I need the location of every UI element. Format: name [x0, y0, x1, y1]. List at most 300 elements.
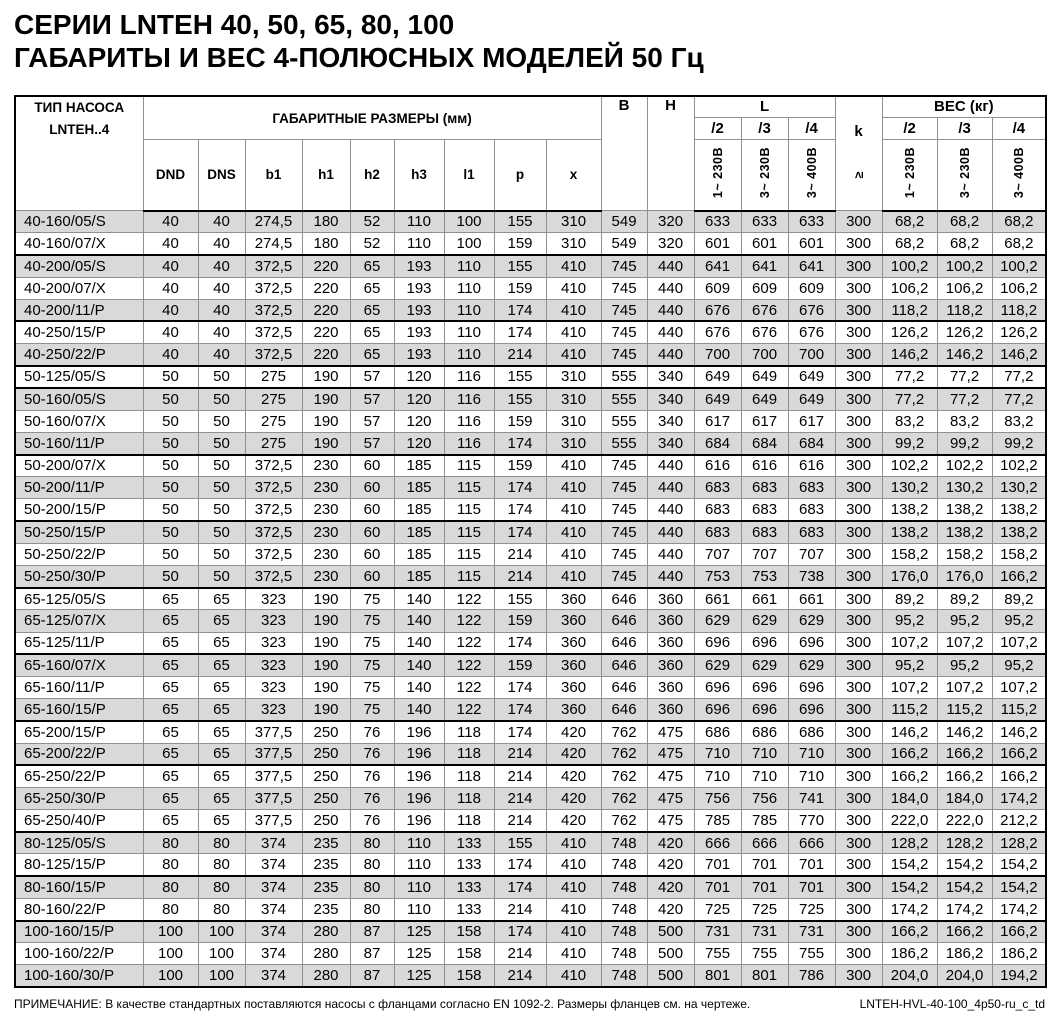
value-cell-l1: 118: [444, 765, 494, 787]
value-cell-L_3: 676: [741, 299, 788, 321]
value-cell-l1: 115: [444, 499, 494, 521]
value-cell-BEC_3: 166,2: [937, 765, 992, 787]
value-cell-x: 310: [546, 366, 601, 388]
value-cell-H: 420: [647, 832, 694, 854]
value-cell-b1: 374: [245, 921, 302, 943]
value-cell-H: 340: [647, 410, 694, 432]
value-cell-b1: 374: [245, 854, 302, 876]
value-cell-H: 420: [647, 854, 694, 876]
value-cell-DNS: 40: [198, 233, 245, 255]
value-cell-DND: 65: [143, 810, 198, 832]
value-cell-L_3: 683: [741, 477, 788, 499]
value-cell-h3: 140: [394, 588, 444, 610]
value-cell-DND: 50: [143, 455, 198, 477]
value-cell-h2: 65: [350, 255, 394, 277]
value-cell-h2: 60: [350, 477, 394, 499]
value-cell-x: 410: [546, 898, 601, 920]
document-code: LNTEH-HVL-40-100_4p50-ru_c_td: [859, 997, 1045, 1012]
value-cell-H: 320: [647, 211, 694, 233]
value-cell-h3: 140: [394, 654, 444, 676]
value-cell-B: 745: [601, 543, 647, 565]
model-cell: 50-200/15/P: [15, 499, 143, 521]
value-cell-k: 300: [835, 898, 882, 920]
value-cell-h3: 120: [394, 366, 444, 388]
value-cell-h3: 110: [394, 211, 444, 233]
value-cell-BEC_2: 174,2: [882, 898, 937, 920]
value-cell-BEC_4: 126,2: [992, 321, 1046, 343]
value-cell-L_4: 707: [788, 543, 835, 565]
model-cell: 80-160/22/P: [15, 898, 143, 920]
value-cell-h3: 125: [394, 943, 444, 965]
value-cell-h3: 110: [394, 876, 444, 898]
value-cell-h2: 57: [350, 410, 394, 432]
value-cell-h2: 57: [350, 388, 394, 410]
value-cell-h2: 52: [350, 233, 394, 255]
value-cell-k: 300: [835, 344, 882, 366]
value-cell-L_2: 707: [694, 543, 741, 565]
L-subcol-4: /4: [788, 117, 835, 139]
value-cell-DNS: 50: [198, 388, 245, 410]
value-cell-b1: 377,5: [245, 721, 302, 743]
value-cell-DND: 80: [143, 854, 198, 876]
value-cell-DND: 40: [143, 299, 198, 321]
col-header-h1: h1: [302, 140, 350, 211]
model-cell: 100-160/15/P: [15, 921, 143, 943]
value-cell-L_4: 676: [788, 299, 835, 321]
value-cell-BEC_3: 176,0: [937, 566, 992, 588]
value-cell-x: 410: [546, 566, 601, 588]
value-cell-h2: 80: [350, 876, 394, 898]
value-cell-DND: 65: [143, 699, 198, 721]
value-cell-B: 762: [601, 787, 647, 809]
value-cell-h1: 190: [302, 610, 350, 632]
value-cell-B: 555: [601, 432, 647, 454]
value-cell-BEC_3: 95,2: [937, 654, 992, 676]
value-cell-L_4: 701: [788, 854, 835, 876]
value-cell-BEC_4: 146,2: [992, 721, 1046, 743]
value-cell-h1: 190: [302, 676, 350, 698]
value-cell-h2: 80: [350, 854, 394, 876]
value-cell-DND: 40: [143, 211, 198, 233]
value-cell-DNS: 65: [198, 810, 245, 832]
col-header-B: B: [601, 96, 647, 211]
model-cell: 100-160/30/P: [15, 965, 143, 987]
table-row: [15, 787, 1046, 809]
weight-voltage-1-230: 1~ 230В: [882, 140, 937, 211]
value-cell-DNS: 100: [198, 965, 245, 987]
value-cell-L_3: 609: [741, 277, 788, 299]
value-cell-H: 360: [647, 699, 694, 721]
value-cell-k: 300: [835, 566, 882, 588]
value-cell-BEC_3: 68,2: [937, 233, 992, 255]
value-cell-L_3: 641: [741, 255, 788, 277]
value-cell-B: 745: [601, 255, 647, 277]
col-header-DND: DND: [143, 140, 198, 211]
value-cell-p: 174: [494, 521, 546, 543]
value-cell-BEC_4: 158,2: [992, 543, 1046, 565]
value-cell-l1: 122: [444, 676, 494, 698]
value-cell-H: 340: [647, 366, 694, 388]
value-cell-L_3: 701: [741, 854, 788, 876]
value-cell-BEC_4: 186,2: [992, 943, 1046, 965]
value-cell-h2: 60: [350, 455, 394, 477]
value-cell-l1: 116: [444, 410, 494, 432]
table-row: [15, 654, 1046, 676]
value-cell-DNS: 50: [198, 410, 245, 432]
value-cell-BEC_2: 115,2: [882, 699, 937, 721]
value-cell-H: 440: [647, 566, 694, 588]
value-cell-b1: 274,5: [245, 211, 302, 233]
value-cell-p: 214: [494, 943, 546, 965]
value-cell-x: 360: [546, 699, 601, 721]
value-cell-BEC_4: 174,2: [992, 787, 1046, 809]
value-cell-h1: 190: [302, 432, 350, 454]
value-cell-L_3: 629: [741, 654, 788, 676]
value-cell-L_3: 666: [741, 832, 788, 854]
value-cell-H: 360: [647, 588, 694, 610]
value-cell-b1: 372,5: [245, 321, 302, 343]
value-cell-x: 420: [546, 765, 601, 787]
value-cell-k: 300: [835, 388, 882, 410]
value-cell-DND: 40: [143, 277, 198, 299]
value-cell-k: 300: [835, 455, 882, 477]
value-cell-L_2: 666: [694, 832, 741, 854]
value-cell-h3: 125: [394, 921, 444, 943]
value-cell-L_2: 801: [694, 965, 741, 987]
value-cell-BEC_3: 174,2: [937, 898, 992, 920]
value-cell-DND: 40: [143, 255, 198, 277]
value-cell-b1: 377,5: [245, 810, 302, 832]
value-cell-H: 360: [647, 610, 694, 632]
value-cell-h3: 193: [394, 277, 444, 299]
value-cell-L_4: 696: [788, 632, 835, 654]
value-cell-p: 214: [494, 965, 546, 987]
value-cell-h2: 76: [350, 810, 394, 832]
model-cell: 80-160/15/P: [15, 876, 143, 898]
value-cell-BEC_4: 212,2: [992, 810, 1046, 832]
value-cell-x: 310: [546, 233, 601, 255]
value-cell-p: 159: [494, 654, 546, 676]
value-cell-b1: 372,5: [245, 344, 302, 366]
value-cell-L_4: 700: [788, 344, 835, 366]
value-cell-h2: 87: [350, 921, 394, 943]
value-cell-h1: 230: [302, 543, 350, 565]
value-cell-BEC_4: 138,2: [992, 499, 1046, 521]
value-cell-B: 748: [601, 921, 647, 943]
value-cell-k: 300: [835, 676, 882, 698]
value-cell-p: 159: [494, 233, 546, 255]
value-cell-DNS: 40: [198, 255, 245, 277]
value-cell-b1: 275: [245, 366, 302, 388]
value-cell-B: 745: [601, 321, 647, 343]
col-header-l1: l1: [444, 140, 494, 211]
value-cell-x: 410: [546, 255, 601, 277]
value-cell-L_2: 683: [694, 521, 741, 543]
value-cell-BEC_2: 118,2: [882, 299, 937, 321]
value-cell-H: 500: [647, 921, 694, 943]
value-cell-L_3: 710: [741, 765, 788, 787]
value-cell-l1: 110: [444, 299, 494, 321]
model-cell: 65-125/07/X: [15, 610, 143, 632]
value-cell-DNS: 40: [198, 344, 245, 366]
value-cell-BEC_4: 83,2: [992, 410, 1046, 432]
value-cell-l1: 133: [444, 854, 494, 876]
value-cell-B: 745: [601, 521, 647, 543]
value-cell-k: 300: [835, 965, 882, 987]
weight-subcol-2: /2: [882, 117, 937, 139]
value-cell-DND: 80: [143, 876, 198, 898]
value-cell-L_4: 601: [788, 233, 835, 255]
value-cell-H: 475: [647, 765, 694, 787]
value-cell-BEC_2: 166,2: [882, 765, 937, 787]
value-cell-L_3: 686: [741, 721, 788, 743]
value-cell-L_4: 661: [788, 588, 835, 610]
value-cell-L_3: 696: [741, 699, 788, 721]
value-cell-k: 300: [835, 743, 882, 765]
value-cell-x: 410: [546, 832, 601, 854]
footnote: ПРИМЕЧАНИЕ: В качестве стандартных поставляются насосы с фланцами согласно EN 1092-2. Размеры фланцев см. на чертеже.: [14, 997, 751, 1012]
value-cell-BEC_4: 166,2: [992, 743, 1046, 765]
value-cell-h1: 230: [302, 521, 350, 543]
value-cell-b1: 372,5: [245, 499, 302, 521]
value-cell-H: 440: [647, 277, 694, 299]
value-cell-B: 762: [601, 743, 647, 765]
model-cell: 40-200/07/X: [15, 277, 143, 299]
value-cell-h3: 196: [394, 787, 444, 809]
value-cell-DNS: 50: [198, 455, 245, 477]
value-cell-L_2: 676: [694, 321, 741, 343]
value-cell-L_4: 710: [788, 743, 835, 765]
value-cell-BEC_3: 154,2: [937, 854, 992, 876]
value-cell-b1: 323: [245, 676, 302, 698]
value-cell-BEC_4: 154,2: [992, 854, 1046, 876]
value-cell-p: 155: [494, 366, 546, 388]
value-cell-h1: 235: [302, 832, 350, 854]
table-row: [15, 233, 1046, 255]
value-cell-l1: 122: [444, 699, 494, 721]
value-cell-BEC_4: 95,2: [992, 654, 1046, 676]
value-cell-BEC_3: 128,2: [937, 832, 992, 854]
value-cell-k: 300: [835, 521, 882, 543]
value-cell-h1: 250: [302, 743, 350, 765]
table-row: [15, 832, 1046, 854]
value-cell-L_2: 686: [694, 721, 741, 743]
value-cell-L_3: 725: [741, 898, 788, 920]
value-cell-k: 300: [835, 321, 882, 343]
value-cell-h2: 76: [350, 787, 394, 809]
value-cell-BEC_2: 100,2: [882, 255, 937, 277]
value-cell-p: 214: [494, 543, 546, 565]
value-cell-h1: 220: [302, 321, 350, 343]
value-cell-BEC_3: 138,2: [937, 499, 992, 521]
value-cell-L_3: 683: [741, 499, 788, 521]
model-cell: 65-250/40/P: [15, 810, 143, 832]
value-cell-k: 300: [835, 765, 882, 787]
value-cell-B: 745: [601, 499, 647, 521]
value-cell-BEC_2: 166,2: [882, 743, 937, 765]
weight-voltage-3-230: 3~ 230В: [937, 140, 992, 211]
value-cell-B: 555: [601, 388, 647, 410]
value-cell-x: 420: [546, 787, 601, 809]
value-cell-DNS: 50: [198, 566, 245, 588]
value-cell-BEC_4: 95,2: [992, 610, 1046, 632]
value-cell-h2: 60: [350, 566, 394, 588]
value-cell-k: 300: [835, 477, 882, 499]
k-gte-symbol: ≥: [851, 170, 866, 179]
value-cell-BEC_4: 77,2: [992, 366, 1046, 388]
value-cell-h2: 76: [350, 765, 394, 787]
value-cell-L_4: 696: [788, 676, 835, 698]
L-subcol-2: /2: [694, 117, 741, 139]
value-cell-H: 420: [647, 876, 694, 898]
value-cell-b1: 372,5: [245, 521, 302, 543]
value-cell-x: 360: [546, 654, 601, 676]
table-row: [15, 632, 1046, 654]
L-subcol-3: /3: [741, 117, 788, 139]
value-cell-b1: 374: [245, 832, 302, 854]
value-cell-H: 475: [647, 743, 694, 765]
value-cell-BEC_4: 174,2: [992, 898, 1046, 920]
value-cell-H: 360: [647, 654, 694, 676]
value-cell-p: 174: [494, 299, 546, 321]
value-cell-h3: 196: [394, 810, 444, 832]
L-voltage-1-230: 1~ 230В: [694, 140, 741, 211]
value-cell-b1: 377,5: [245, 743, 302, 765]
table-row: [15, 765, 1046, 787]
value-cell-h1: 180: [302, 211, 350, 233]
table-row: [15, 743, 1046, 765]
value-cell-h3: 120: [394, 410, 444, 432]
page-title-line1: СЕРИИ LNTEH 40, 50, 65, 80, 100: [14, 9, 455, 40]
value-cell-l1: 110: [444, 344, 494, 366]
value-cell-B: 748: [601, 876, 647, 898]
value-cell-p: 174: [494, 499, 546, 521]
value-cell-b1: 323: [245, 654, 302, 676]
value-cell-L_2: 731: [694, 921, 741, 943]
value-cell-b1: 377,5: [245, 787, 302, 809]
value-cell-k: 300: [835, 211, 882, 233]
value-cell-DND: 50: [143, 543, 198, 565]
col-header-b1: b1: [245, 140, 302, 211]
value-cell-B: 748: [601, 943, 647, 965]
value-cell-DNS: 65: [198, 676, 245, 698]
value-cell-L_4: 683: [788, 521, 835, 543]
value-cell-L_3: 801: [741, 965, 788, 987]
value-cell-L_2: 601: [694, 233, 741, 255]
table-row: [15, 854, 1046, 876]
value-cell-BEC_4: 89,2: [992, 588, 1046, 610]
value-cell-k: 300: [835, 255, 882, 277]
col-header-h2: h2: [350, 140, 394, 211]
value-cell-p: 174: [494, 921, 546, 943]
value-cell-b1: 372,5: [245, 299, 302, 321]
value-cell-B: 762: [601, 810, 647, 832]
model-cell: 65-160/15/P: [15, 699, 143, 721]
model-cell: 50-250/22/P: [15, 543, 143, 565]
value-cell-b1: 374: [245, 965, 302, 987]
value-cell-BEC_2: 89,2: [882, 588, 937, 610]
value-cell-BEC_2: 146,2: [882, 344, 937, 366]
value-cell-BEC_2: 154,2: [882, 876, 937, 898]
value-cell-k: 300: [835, 876, 882, 898]
value-cell-DNS: 40: [198, 211, 245, 233]
value-cell-k: 300: [835, 832, 882, 854]
value-cell-BEC_2: 68,2: [882, 211, 937, 233]
value-cell-p: 159: [494, 610, 546, 632]
value-cell-L_2: 755: [694, 943, 741, 965]
L-voltage-3-230: 3~ 230В: [741, 140, 788, 211]
value-cell-DND: 50: [143, 388, 198, 410]
value-cell-L_3: 661: [741, 588, 788, 610]
value-cell-L_4: 770: [788, 810, 835, 832]
model-cell: 100-160/22/P: [15, 943, 143, 965]
value-cell-b1: 323: [245, 610, 302, 632]
value-cell-l1: 118: [444, 787, 494, 809]
value-cell-x: 360: [546, 632, 601, 654]
table-row: [15, 543, 1046, 565]
value-cell-L_3: 683: [741, 521, 788, 543]
value-cell-DND: 50: [143, 366, 198, 388]
value-cell-BEC_3: 89,2: [937, 588, 992, 610]
value-cell-BEC_2: 222,0: [882, 810, 937, 832]
value-cell-L_2: 633: [694, 211, 741, 233]
value-cell-BEC_4: 146,2: [992, 344, 1046, 366]
value-cell-l1: 115: [444, 543, 494, 565]
table-row: [15, 299, 1046, 321]
value-cell-h3: 196: [394, 765, 444, 787]
value-cell-l1: 158: [444, 965, 494, 987]
value-cell-L_4: 649: [788, 366, 835, 388]
col-header-x: x: [546, 140, 601, 211]
value-cell-h1: 190: [302, 388, 350, 410]
value-cell-BEC_4: 77,2: [992, 388, 1046, 410]
value-cell-B: 745: [601, 477, 647, 499]
value-cell-p: 214: [494, 344, 546, 366]
value-cell-H: 360: [647, 676, 694, 698]
value-cell-k: 300: [835, 632, 882, 654]
value-cell-L_4: 641: [788, 255, 835, 277]
value-cell-L_2: 629: [694, 654, 741, 676]
value-cell-k: 300: [835, 588, 882, 610]
value-cell-h2: 76: [350, 721, 394, 743]
value-cell-b1: 372,5: [245, 277, 302, 299]
value-cell-l1: 118: [444, 810, 494, 832]
value-cell-BEC_2: 146,2: [882, 721, 937, 743]
value-cell-k: 300: [835, 410, 882, 432]
weight-group-header: ВЕС (кг): [882, 96, 1046, 117]
value-cell-k: 300: [835, 610, 882, 632]
value-cell-x: 410: [546, 455, 601, 477]
value-cell-k: 300: [835, 277, 882, 299]
weight-subcol-4: /4: [992, 117, 1046, 139]
value-cell-h2: 87: [350, 965, 394, 987]
value-cell-h1: 190: [302, 632, 350, 654]
value-cell-h1: 250: [302, 721, 350, 743]
value-cell-p: 214: [494, 810, 546, 832]
value-cell-h3: 185: [394, 543, 444, 565]
value-cell-B: 555: [601, 366, 647, 388]
value-cell-L_4: 683: [788, 499, 835, 521]
value-cell-x: 410: [546, 965, 601, 987]
value-cell-L_2: 785: [694, 810, 741, 832]
value-cell-L_3: 676: [741, 321, 788, 343]
value-cell-BEC_4: 100,2: [992, 255, 1046, 277]
value-cell-h1: 220: [302, 299, 350, 321]
value-cell-L_2: 701: [694, 854, 741, 876]
value-cell-L_3: 649: [741, 366, 788, 388]
value-cell-B: 646: [601, 699, 647, 721]
value-cell-l1: 158: [444, 943, 494, 965]
